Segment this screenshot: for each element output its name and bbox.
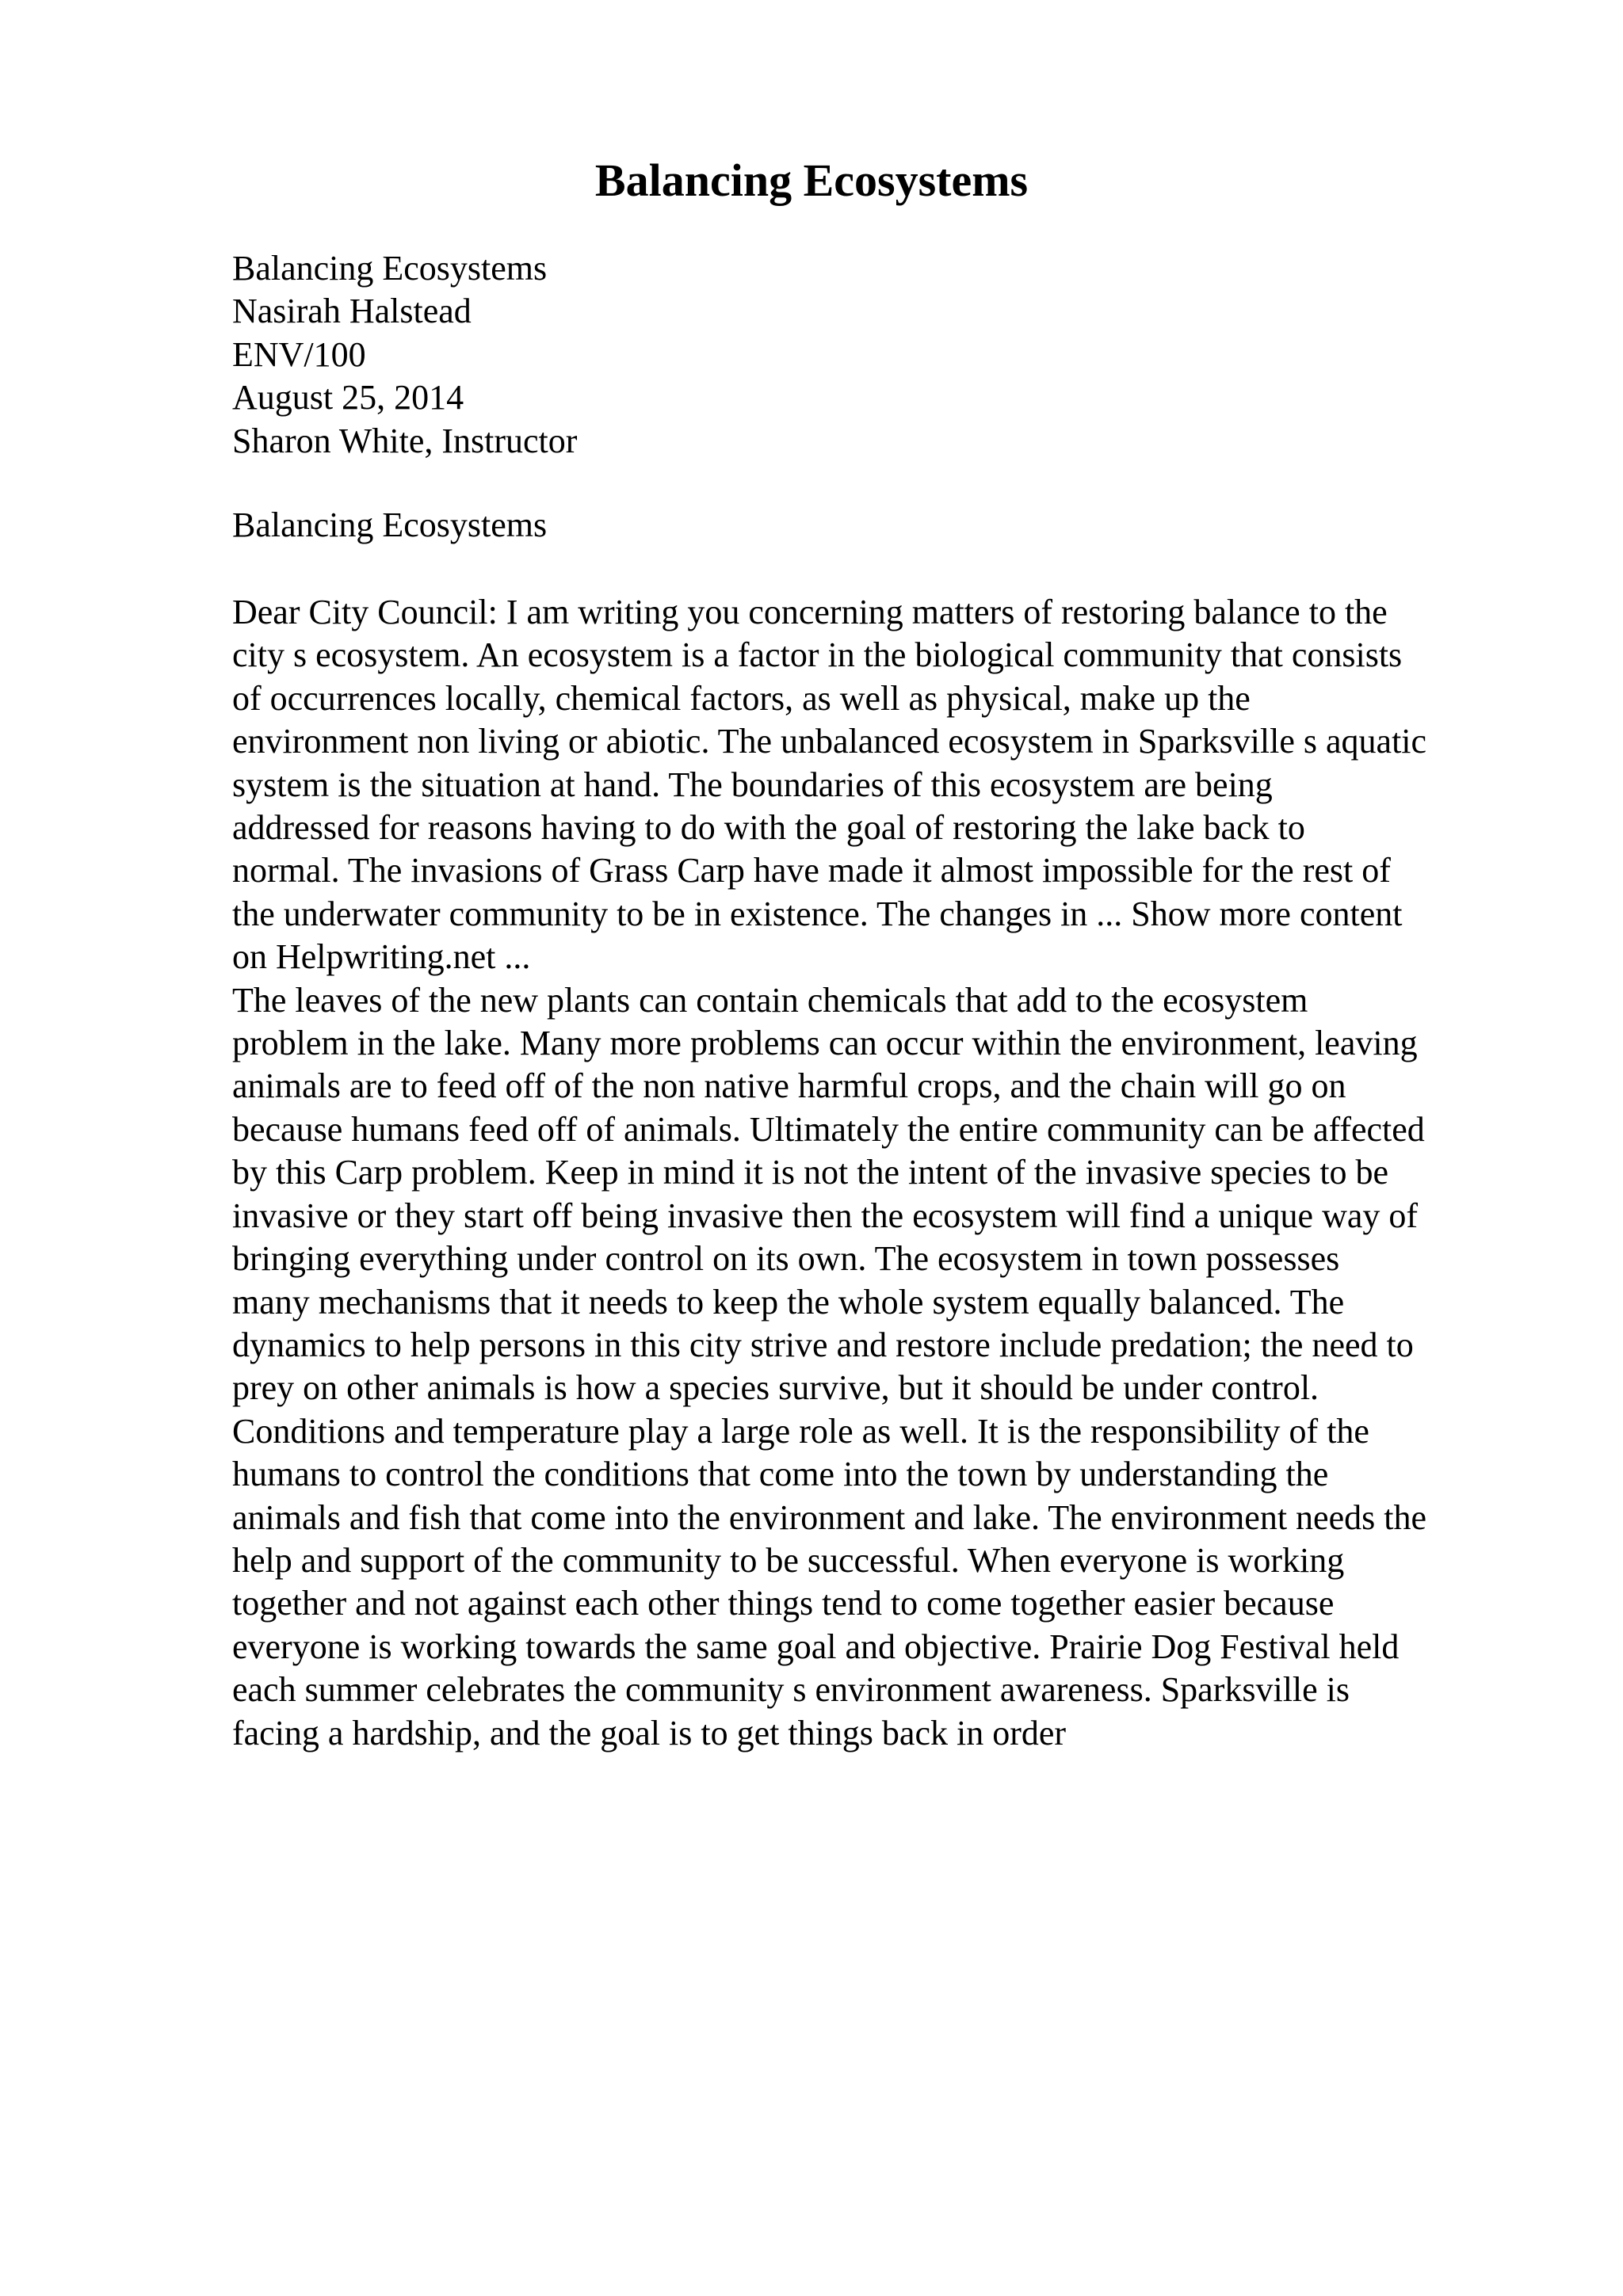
body-line: each summer celebrates the community s environment awareness. Sparksville is xyxy=(232,1670,1350,1710)
body-line: the underwater community to be in existence. The changes in ... Show more content xyxy=(232,894,1403,933)
body-line: city s ecosystem. An ecosystem is a factor in the biological community that consists xyxy=(232,635,1403,675)
body-line: dynamics to help persons in this city strive and restore include predation; the need to xyxy=(232,1325,1414,1364)
body-line: The leaves of the new plants can contain chemicals that add to the ecosystem xyxy=(232,980,1308,1020)
body-line: humans to control the conditions that come into the town by understanding the xyxy=(232,1455,1329,1494)
body-line: Conditions and temperature play a large role as well. It is the responsibility of the xyxy=(232,1411,1369,1451)
body-line: on Helpwriting.net ... xyxy=(232,937,531,977)
document-subtitle: Balancing Ecosystems xyxy=(232,505,548,544)
body-line: normal. The invasions of Grass Carp have made it almost impossible for the rest of xyxy=(232,851,1391,891)
header-line-date: August 25, 2014 xyxy=(232,378,464,418)
body-line: many mechanisms that it needs to keep the whole system equally balanced. The xyxy=(232,1282,1345,1322)
body-line: problem in the lake. Many more problems can occur within the environment, leaving xyxy=(232,1024,1418,1063)
document-title: Balancing Ecosystems xyxy=(594,154,1029,206)
body-line: of occurrences locally, chemical factors, as well as physical, make up the xyxy=(232,678,1251,718)
body-line: prey on other animals is how a species survive, but it should be under control. xyxy=(232,1368,1319,1408)
body-line: by this Carp problem. Keep in mind it is not the intent of the invasive species to be xyxy=(232,1153,1389,1192)
header-line-author: Nasirah Halstead xyxy=(232,292,472,331)
body-line: addressed for reasons having to do with the goal of restoring the lake back to xyxy=(232,808,1305,848)
header-line-instructor: Sharon White, Instructor xyxy=(232,421,578,460)
body-line: environment non living or abiotic. The unbalanced ecosystem in Sparksville s aquatic xyxy=(232,722,1427,761)
body-line: animals and fish that come into the environment and lake. The environment needs the xyxy=(232,1497,1426,1537)
body-line: bringing everything under control on its own. The ecosystem in town possesses xyxy=(232,1239,1340,1279)
body-line: system is the situation at hand. The boundaries of this ecosystem are being xyxy=(232,765,1273,804)
body-line: invasive or they start off being invasive then the ecosystem will find a unique way of xyxy=(232,1196,1419,1235)
body-line: because humans feed off of animals. Ultimately the entire community can be affected xyxy=(232,1109,1425,1149)
header-block xyxy=(232,247,1500,463)
body-line: facing a hardship, and the goal is to get things back in order xyxy=(232,1713,1067,1753)
body-line: animals are to feed off of the non native harmful crops, and the chain will go on xyxy=(232,1066,1346,1106)
body-text xyxy=(232,591,1540,1755)
header-line-course: ENV/100 xyxy=(232,334,366,374)
header-line-title: Balancing Ecosystems xyxy=(232,249,548,288)
body-line: help and support of the community to be successful. When everyone is working xyxy=(232,1540,1345,1580)
body-line: everyone is working towards the same goal and objective. Prairie Dog Festival held xyxy=(232,1627,1400,1666)
body-line: Dear City Council: I am writing you concerning matters of restoring balance to the xyxy=(232,593,1388,631)
body-line: together and not against each other things tend to come together easier because xyxy=(232,1584,1335,1623)
